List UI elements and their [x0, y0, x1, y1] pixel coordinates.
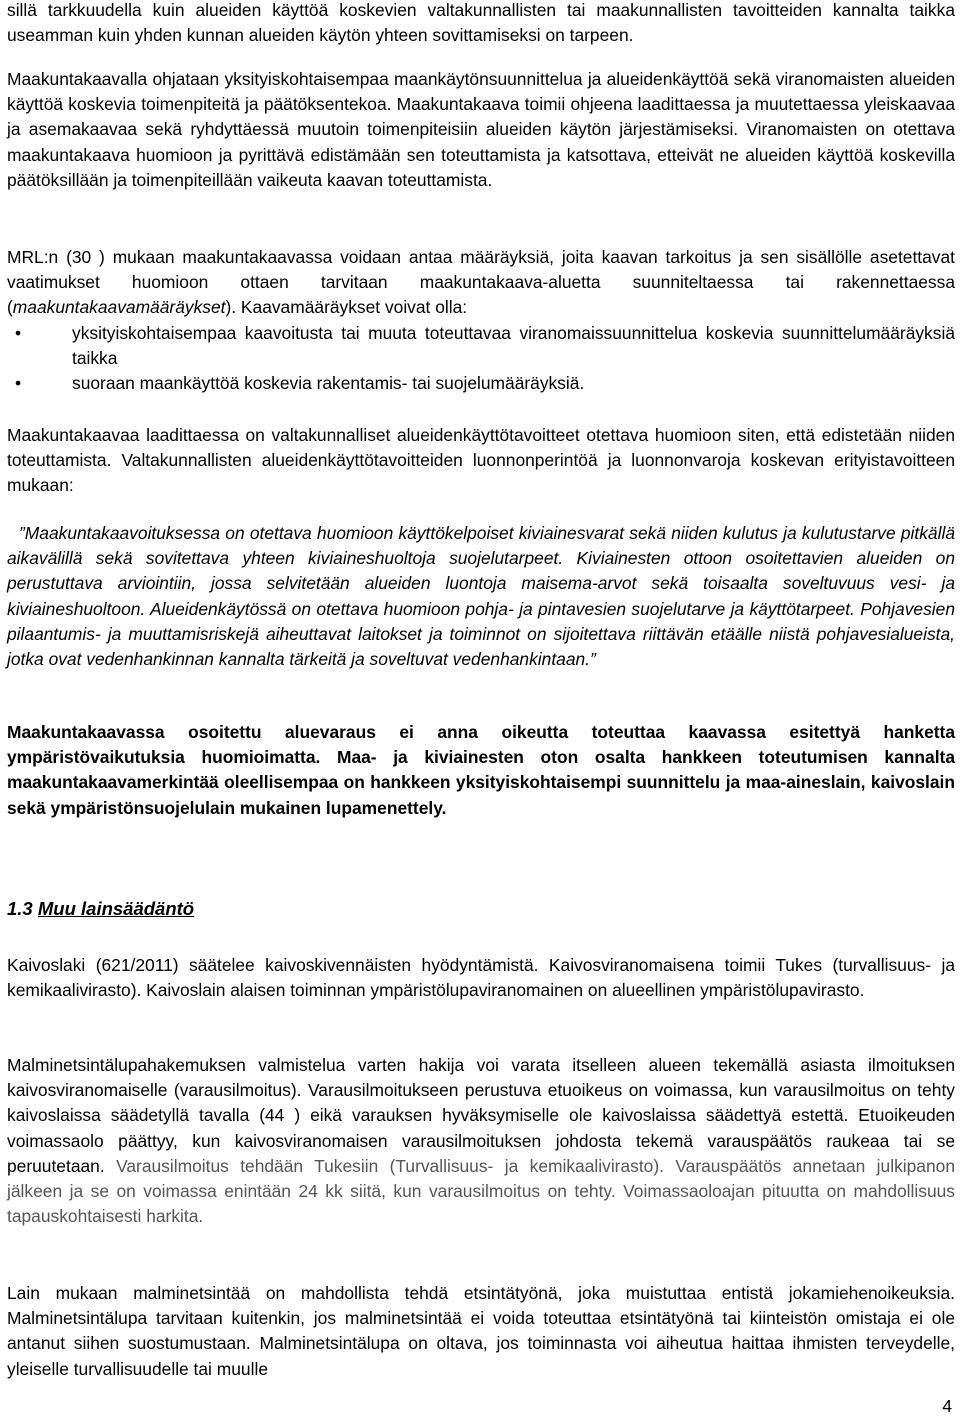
paragraph-intro: sillä tarkkuudella kuin alueiden käyttöä koskevien valtakunnallisten tai maakunnallisten tavoitteiden kannalta taikka useamman kuin yhden kunnan alueiden käytön yhteen sovittamiseksi on tarpeen. [7, 0, 955, 46]
paragraph-mrl-tail: ). Kaavamääräykset voivat olla: [225, 297, 468, 318]
list-item [7, 371, 955, 396]
paragraph-varausilmoitus-text: Varausilmoitus tehdään Tukesiin (Turvallisuus- ja kemikaalivirasto). Varauspäätös annetaan julkipanon jälkeen ja se on voimassa enintään 24 kk siitä, kun varausilmoitus on tehty. Voimassaoloajan pituutta on mahdollisuus tapauskohtaisesti harkita. [7, 1155, 955, 1227]
page-number: 4 [942, 1396, 952, 1416]
paragraph-valtakunnalliset: Maakuntakaavaa laadittaessa on valtakunnalliset alueidenkäyttötavoitteet otettava huomioon siten, että edistetään niiden toteuttamista. Valtakunnallisten alueidenkäyttötavoitteiden luonnonperintöä ja luonnonvaroja koskevan erityistavoitteen mukaan: [7, 425, 955, 496]
paragraph-aluevaraus: Maakuntakaavassa osoitettu aluevaraus ei anna oikeutta toteuttaa kaavassa esitettyä hanketta ympäristövaikutuksia huomioimatta. Maa- ja kiviainesten oton osalta hankkeen toteutumisen kannalta maakuntakaavamerkintää oleellisempaa on hankkeen yksityiskohtaisempi suunnittelu ja maa-aineslain, kaivoslain sekä ympäristönsuojelulain mukainen lupamenettely. [7, 722, 955, 818]
section-heading [7, 896, 194, 922]
list-item-text: yksityiskohtaisempaa kaavoitusta tai muuta toteuttavaa viranomaissuunnittelua koskevia suunnittelumääräyksiä taikka [72, 323, 955, 369]
paragraph-mrl-italic: maakuntakaavamääräykset [12, 297, 226, 318]
bullet-marker: • [15, 373, 22, 394]
list-item [7, 321, 955, 371]
section-number: 1.3 [7, 898, 33, 919]
section-title: Muu lainsäädäntö [37, 898, 195, 919]
quote-block: ”Maakuntakaavoituksessa on otettava huomioon käyttökelpoiset kiviainesvarat sekä niiden kulutus ja kulutustarve pitkällä aikavälillä sekä sovitettava yhteen kiviaineshuoltoja suojelutarpeet. Kiviainesten ottoon osoitettavien alueiden on perustuttava arviointiin, jossa selvitetään alueiden luontoja maisema-arvot sekä toisaalta soveltuvuus vesi- ja kiviaineshuoltoon. Alueidenkäytössä on otettava huomioon pohja- ja pintavesien suojelutarve ja käyttötarpeet. Pohjavesien pilaantumis- ja muuttamisriskejä aiheuttavat laitokset ja toiminnot on sijoitettava riittävän etäälle niistä pohjavesialueista, jotka ovat vedenhankinnan kannalta tärkeitä ja soveltuvat vedenhankintaan.” [7, 523, 955, 670]
bullet-marker: • [15, 323, 22, 343]
paragraph-lain-mukaan: Lain mukaan malminetsintää on mahdollista tehdä etsintätyönä, joka muistuttaa entistä jokamiehenoikeuksia. Malminetsintälupa tarvitaan kuitenkin, jos malminetsintää ei voida toteuttaa etsintätyönä tai kiinteistön omistaja ei ole antanut siihen suostumustaan. Malminetsintälupa on oltava, jos toiminnasta voi aiheutua haittaa ihmisten terveydelle, yleiselle turvallisuudelle tai muulle [7, 1283, 955, 1379]
paragraph-maakuntakaava: Maakuntakaavalla ohjataan yksityiskohtaisempaa maankäytönsuunnittelua ja alueidenkäyttöä sekä viranomaisten alueiden käyttöä koskevia toimenpiteitä ja päätöksentekoa. Maakuntakaava toimii ohjeena laadittaessa ja muutettaessa yleiskaavaa ja asemakaavaa sekä ryhdyttäessä muutoin toimenpiteisiin alueiden käytön järjestämiseksi. Viranomaisten on otettava maakuntakaava huomioon ja pyrittävä edistämään sen toteuttamista ja katsottava, etteivät ne alueiden käyttöä koskevilla päätöksillään ja toimenpiteillään vaikeuta kaavan toteuttamista. [7, 69, 955, 190]
paragraph-malminetsinta [7, 1053, 955, 1229]
bullet-list [7, 321, 955, 397]
paragraph-mrl-text: MRL:n (30 ) mukaan maakuntakaavassa voidaan antaa määräyksiä, joita kaavan tarkoitus ja sen sisällölle asetettavat vaatimukset huomioon ottaen tarvitaan maakuntakaava-aluetta suunniteltaessa tai rakennettaessa ( [7, 247, 955, 318]
paragraph-kaivoslaki: Kaivoslaki (621/2011) säätelee kaivoskivennäisten hyödyntämistä. Kaivosviranomaisena toimii Tukes (turvallisuus- ja kemikaalivirasto). Kaivoslain alaisen toiminnan ympäristölupaviranomainen on alueellinen ympäristölupavirasto. [7, 955, 955, 1001]
paragraph-mrl [7, 245, 955, 321]
list-item-text: suoraan maankäyttöä koskevia rakentamis- tai suojelumääräyksiä. [72, 373, 585, 394]
paragraph-malminetsinta-text: Malminetsintälupahakemuksen valmistelua varten hakija voi varata itselleen alueen tekemällä asiasta ilmoituksen kaivosviranomaiselle (varausilmoitus). Varausilmoitukseen perustuva etuoikeus on voimassa, kun varausilmoitus on tehty kaivoslaissa säädetyllä tavalla (44 ) eikä varauksen hyväksymiselle ole kaivoslaissa säädettyä estettä. Etuoikeuden voimassaolo päättyy, kun kaivosviranomaisen varausilmoituksen johdosta tekemä varauspäätös raukeaa tai se peruutetaan. [7, 1055, 955, 1176]
